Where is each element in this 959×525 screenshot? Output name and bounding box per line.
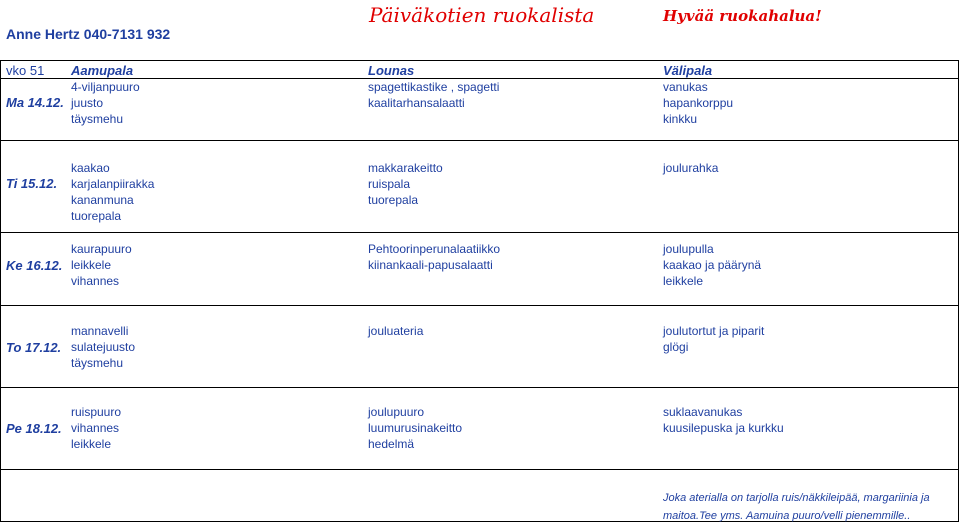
menu-item: juusto — [71, 96, 104, 110]
menu-item: joulutortut ja piparit — [663, 324, 765, 338]
row-divider-to — [0, 387, 958, 388]
menu-item: kaakao — [71, 161, 110, 175]
menu-item: sulatejuusto — [71, 340, 136, 354]
menu-item: kuusilepuska ja kurkku — [663, 421, 784, 435]
row-divider-ma — [0, 140, 958, 141]
column-header-aamupala: Aamupala — [71, 63, 134, 78]
valipala-cell-ti — [663, 160, 718, 176]
menu-item: mannavelli — [71, 324, 129, 338]
menu-item: spagettikastike , spagetti — [368, 80, 500, 94]
menu-item: joulurahka — [663, 161, 719, 175]
aamupala-cell-ke — [71, 241, 132, 289]
menu-item: hapankorppu — [663, 96, 734, 110]
day-label-to: To 17.12. — [6, 340, 62, 355]
lounas-cell-ti — [368, 160, 443, 208]
lounas-cell-ke — [368, 241, 500, 273]
aamupala-cell-pe — [71, 404, 121, 452]
menu-item: ruispuuro — [71, 405, 122, 419]
footnote-line: maitoa.Tee yms. Aamuina puuro/velli pienemmille.. — [663, 510, 911, 522]
menu-item: kananmuna — [71, 193, 134, 207]
footnote — [663, 489, 930, 525]
menu-item: leikkele — [71, 437, 112, 451]
day-label-ma: Ma 14.12. — [6, 95, 64, 110]
day-label-ke: Ke 16.12. — [6, 258, 63, 273]
menu-item: kaakao ja päärynä — [663, 258, 762, 272]
row-divider-ti — [0, 232, 958, 233]
column-header-lounas: Lounas — [368, 63, 415, 78]
menu-item: täysmehu — [71, 356, 124, 370]
footnote-line: Joka aterialla on tarjolla ruis/näkkileipää, margariinia ja — [663, 492, 930, 504]
menu-item: hedelmä — [368, 437, 415, 451]
menu-item: vihannes — [71, 274, 120, 288]
week-label: vko 51 — [6, 63, 45, 78]
page-title: Päiväkotien ruokalista — [369, 3, 595, 27]
contact-info: Anne Hertz 040-7131 932 — [6, 26, 171, 42]
valipala-cell-pe — [663, 404, 784, 436]
menu-item: ruispala — [368, 177, 411, 191]
menu-item: karjalanpiirakka — [71, 177, 155, 191]
menu-table — [0, 60, 959, 522]
menu-item: kaalitarhansalaatti — [368, 96, 465, 110]
menu-item: glögi — [663, 340, 689, 354]
menu-item: jouluateria — [368, 324, 424, 338]
menu-item: kaurapuuro — [71, 242, 132, 256]
lounas-cell-ma — [368, 79, 499, 111]
lounas-cell-to — [368, 323, 423, 339]
menu-item: leikkele — [71, 258, 112, 272]
row-divider-ke — [0, 305, 958, 306]
menu-item: luumurusinakeitto — [368, 421, 463, 435]
greeting-text: Hyvää ruokahalua! — [663, 7, 822, 25]
table-border-top — [0, 60, 958, 61]
menu-item: Pehtoorinperunalaatiikko — [368, 242, 501, 256]
menu-item: vanukas — [663, 80, 708, 94]
valipala-cell-ke — [663, 241, 761, 289]
menu-item: joulupuuro — [368, 405, 425, 419]
valipala-cell-ma — [663, 79, 733, 127]
day-label-ti: Ti 15.12. — [6, 176, 58, 191]
day-label-pe: Pe 18.12. — [6, 421, 62, 436]
aamupala-cell-to — [71, 323, 135, 371]
valipala-cell-to — [663, 323, 764, 355]
menu-item: suklaavanukas — [663, 405, 743, 419]
menu-item: täysmehu — [71, 112, 124, 126]
row-divider-pe — [0, 469, 958, 470]
menu-item: tuorepala — [71, 209, 122, 223]
lounas-cell-pe — [368, 404, 462, 452]
column-header-valipala: Välipala — [663, 63, 713, 78]
menu-item: vihannes — [71, 421, 120, 435]
menu-item: makkarakeitto — [368, 161, 443, 175]
menu-item: joulupulla — [663, 242, 714, 256]
aamupala-cell-ma — [71, 79, 140, 127]
menu-item: 4-viljanpuuro — [71, 80, 140, 94]
menu-item: kiinankaali-papusalaatti — [368, 258, 493, 272]
menu-item: kinkku — [663, 112, 698, 126]
aamupala-cell-ti — [71, 160, 154, 224]
menu-item: tuorepala — [368, 193, 419, 207]
menu-item: leikkele — [663, 274, 704, 288]
